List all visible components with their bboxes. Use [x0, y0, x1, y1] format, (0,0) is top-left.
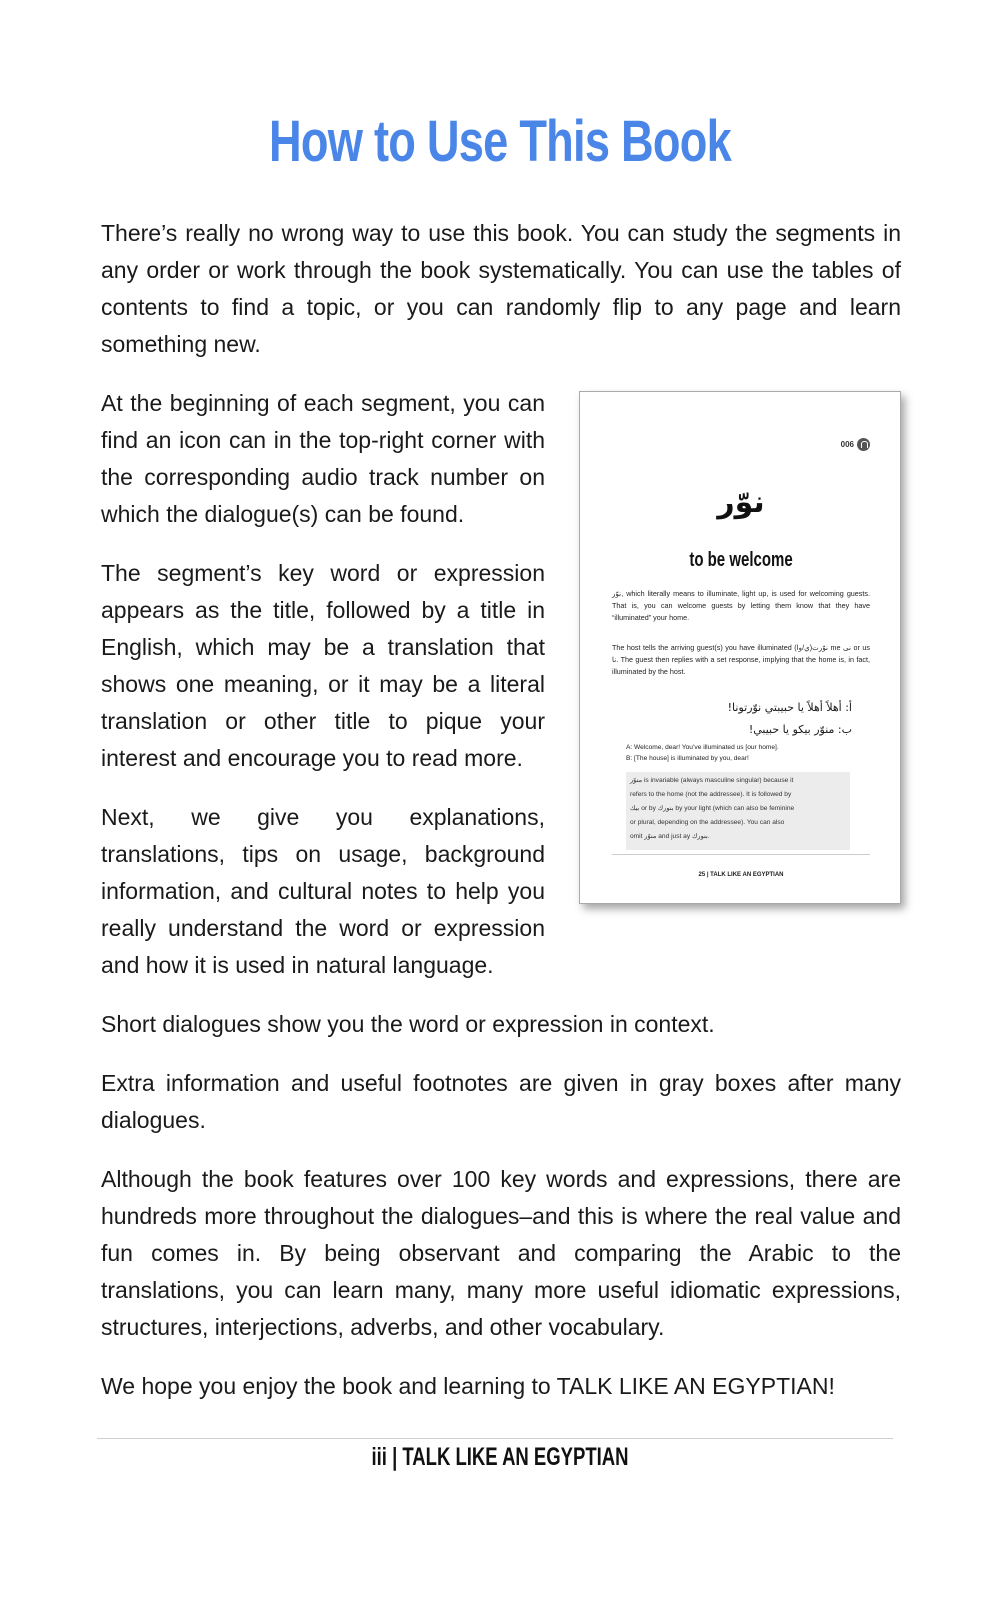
paragraph-title: The segment’s key word or expression appears as the title, followed by a title in English, which may be a translation that shows one meaning, or it may be a literal translation or other title to pique your interest and encourage you to read more. [101, 560, 545, 771]
sample-dialogue-a: أ: أهلاً أهلاً يا حبيبتي نوّرتونا! [727, 701, 852, 714]
sample-arabic-title: نوّر [717, 485, 765, 520]
sample-footer: 25 | TALK LIKE AN EGYPTIAN [698, 872, 784, 878]
sample-footer-rule [612, 854, 870, 855]
sample-note-line: or plural, depending on the addressee). You can also [630, 819, 785, 826]
sample-translation-b: B: [The house] is illuminated by you, dear! [626, 755, 749, 762]
sample-translation-a: A: Welcome, dear! You’ve illuminated us [our home]. [626, 744, 779, 751]
page-title: How to Use This Book [269, 109, 731, 174]
paragraph-intro: There’s really no wrong way to use this book. You can study the segments in any order or work through the book systematically. You can use the tables of contents to find a topic, or you can randomly flip to any page and learn something new. [101, 220, 901, 357]
sample-note-line: refers to the home (not the addressee). It is followed by [630, 791, 792, 798]
paragraph-vocabulary: Although the book features over 100 key words and expressions, there are hundreds more throughout the dialogues–and this is where the real value and fun comes in. By being observant and comparing the Arabic to the translations, you can learn many, many more useful idiomatic expressions, structures, interjections, adverbs, and other vocabulary. [101, 1166, 901, 1340]
track-number: 006 [840, 440, 854, 449]
sample-dialogue-b: ب: منوّر بيكو يا حبيبي! [748, 723, 852, 736]
sample-gray-box [626, 772, 850, 850]
sample-page-figure [579, 391, 901, 904]
sample-paragraph-2: The host tells the arriving guest(s) you have illuminated (نوّرت(ي/وا me نى or us نا. The guest then replies with a set response, implying that the home is, in fact, illuminated by the host. [612, 643, 870, 676]
body-text [101, 215, 901, 1427]
sample-page-thumbnail [580, 392, 902, 905]
sample-paragraph-1: نوّر, which literally means to illuminate, light up, is used for welcoming guests. That is, you can welcome guests by letting them know that they have “illuminated” your home. [612, 589, 870, 622]
paragraph-icon: At the beginning of each segment, you can find an icon can in the top-right corner with the corresponding audio track number on which the dialogue(s) can be found. [101, 390, 545, 527]
paragraph-closing: We hope you enjoy the book and learning to TALK LIKE AN EGYPTIAN! [101, 1373, 835, 1399]
sample-english-title: to be welcome [689, 549, 793, 571]
paragraph-gray-boxes: Extra information and useful footnotes are given in gray boxes after many dialogues. [101, 1070, 901, 1133]
paragraph-dialogues: Short dialogues show you the word or expression in context. [101, 1011, 715, 1037]
page-footer: iii | TALK LIKE AN EGYPTIAN [371, 1443, 629, 1471]
sample-note-line: omit منوّر and just ay بنورك. [630, 833, 710, 840]
audio-track-indicator [841, 426, 870, 463]
sample-note-line: بيك or by بنورك by your light (which can also be feminine [630, 805, 795, 812]
footer-rule [97, 1438, 893, 1439]
sample-note-line: منوّر is invariable (always masculine singular) because it [630, 777, 794, 784]
paragraph-explanations: Next, we give you explanations, translations, tips on usage, background information, and cultural notes to help you really understand the word or expression and how it is used in natural language. [101, 804, 545, 978]
headphones-icon [857, 438, 870, 451]
